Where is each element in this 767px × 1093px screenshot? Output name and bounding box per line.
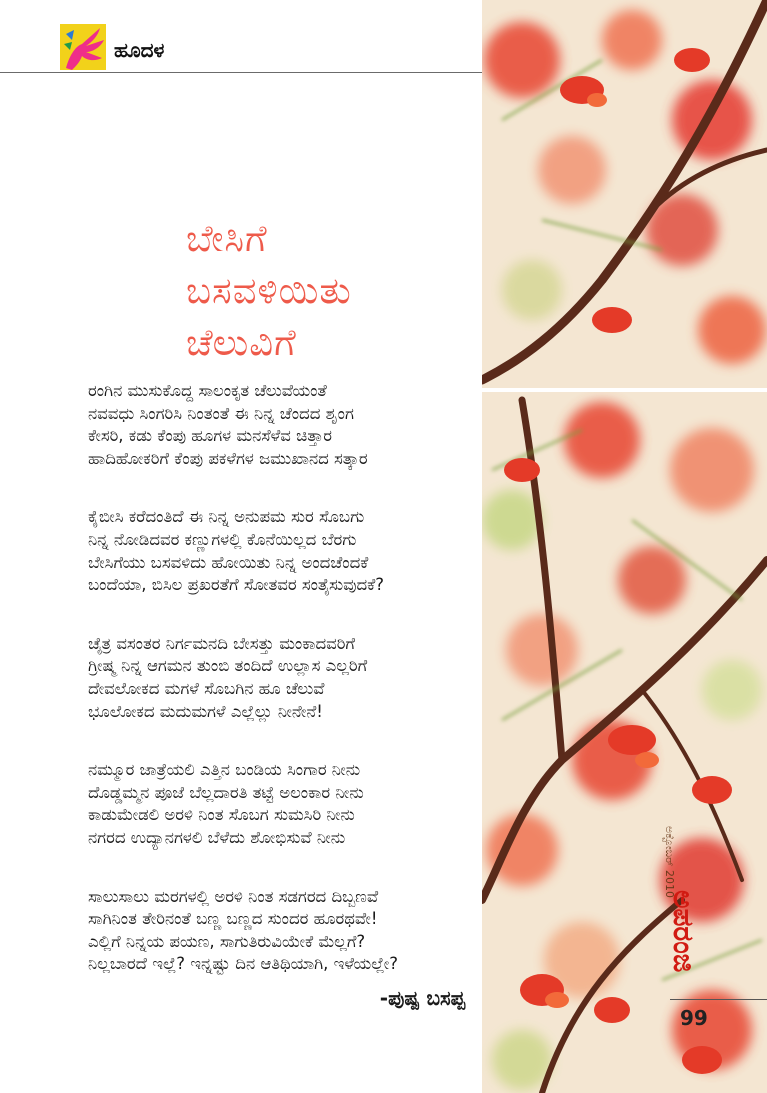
photo-divider	[482, 388, 767, 392]
poem-line: ನಗರದ ಉದ್ಯಾನಗಳಲಿ ಬೆಳೆದು ಶೋಭಿಸುವೆ ನೀನು	[88, 827, 346, 847]
page-number: 99	[680, 1006, 708, 1030]
poem-line: ಕಾಡುಮೇಡಲಿ ಅರಳಿ ನಿಂತ ಸೊಬಗ ಸುಮಸಿರಿ ನೀನು	[88, 805, 355, 825]
title-line: ಬೇಸಿಗೆ	[186, 217, 268, 260]
stanza	[88, 633, 478, 723]
poem-line: ಎಲ್ಲಿಗೆ ನಿನ್ನಯ ಪಯಣ, ಸಾಗುತಿರುವಿಯೇಕೆ ಮೆಲ್ಲಗೆ?	[88, 931, 366, 951]
poem-line: ಭೂಲೋಕದ ಮದುಮಗಳೆ ಎಲ್ಲೆಲ್ಲು ನೀನೇನೆ!	[88, 701, 323, 721]
gulmohar-flowers-image	[482, 0, 767, 1093]
page-number-rule	[670, 999, 767, 1000]
stanza	[88, 380, 478, 470]
section-name: ಹೂದಳ	[114, 38, 165, 62]
flower-photo	[482, 0, 767, 1093]
poem-body	[88, 380, 478, 1012]
poem-title	[186, 213, 476, 369]
poem-line: ಸಾಗಿನಿಂತ ತೇರಿನಂತೆ ಬಣ್ಣ ಬಣ್ಣದ ಸುಂದರ ಹೂರಥವೇ!	[88, 909, 378, 929]
poem-line: ದೊಡ್ಡಮ್ಮನ ಪೂಜೆ ಬೆಲ್ಲದಾರತಿ ತಟ್ಟೆ ಅಲಂಕಾರ ನೀನು	[88, 782, 364, 802]
poem-line: ದೇವಲೋಕದ ಮಗಳೆ ಸೊಬಗಿನ ಹೂ ಚೆಲುವೆ	[88, 678, 325, 698]
poem-author: -ಪುಷ್ಪ ಬಸಪ್ಪ	[379, 986, 465, 1010]
title-line: ಬಸವಳಿಯಿತು	[186, 269, 352, 312]
magazine-name: ಅಪರಂಜಿ	[667, 890, 700, 973]
magazine-logo	[60, 24, 106, 70]
poem-line: ನಮ್ಮೂರ ಜಾತ್ರೆಯಲಿ ಎತ್ತಿನ ಬಂಡಿಯ ಸಿಂಗಾರ ನೀನು	[88, 760, 361, 780]
poem-line: ನವವಧು ಸಿಂಗರಿಸಿ ನಿಂತಂತೆ ಈ ನಿನ್ನ ಚೆಂದದ ಶೃಂಗ	[88, 403, 354, 423]
poem-line: ಚೈತ್ರ ವಸಂತರ ನಿರ್ಗಮನದಿ ಬೇಸತ್ತು ಮಂಕಾದವರಿಗೆ	[88, 633, 356, 653]
stanza	[88, 886, 478, 976]
poem-line: ನಿಲ್ಲಬಾರದೆ ಇಲ್ಲೆ? ಇನ್ನಷ್ಟು ದಿನ ಆತಿಥಿಯಾಗಿ, ಇಳೆಯಲ್ಲೇ?	[88, 954, 398, 974]
poem-line: ಬೇಸಿಗೆಯು ಬಸವಳಿದು ಹೋಯಿತು ನಿನ್ನ ಅಂದಚೆಂದಕೆ	[88, 552, 369, 572]
poem-line: ಸಾಲುಸಾಲು ಮರಗಳಲ್ಲಿ ಅರಳಿ ನಿಂತ ಸಡಗರದ ದಿಬ್ಬಣವೆ	[88, 886, 379, 906]
stanza	[88, 506, 478, 596]
poem-line: ಕೈಬೀಸಿ ಕರೆದಂತಿದೆ ಈ ನಿನ್ನ ಅನುಪಮ ಸುರ ಸೊಬಗು	[88, 507, 365, 527]
issue-date: ಅಕ್ಟೋಬರ್ 2010	[663, 826, 676, 898]
poem-line: ಬಂದೆಯಾ, ಬಿಸಿಲ ಪ್ರಖರತೆಗೆ ಸೋತವರ ಸಂತೈಸುವುದಕೆ?	[88, 575, 385, 595]
title-line: ಚೆಲುವಿಗೆ	[186, 321, 297, 364]
stanza	[88, 759, 478, 849]
poem-line: ಗ್ರೀಷ್ಮ ನಿನ್ನ ಆಗಮನ ತುಂಬಿ ತಂದಿದೆ ಉಲ್ಲಾಸ ಎಲ್ಲರಿಗೆ	[88, 656, 368, 676]
poem-line: ಕೇಸರಿ, ಕಡು ಕೆಂಪು ಹೂಗಳ ಮನಸೆಳೆವ ಚಿತ್ತಾರ	[88, 426, 332, 446]
header-divider	[0, 72, 482, 73]
poem-line: ನಿನ್ನ ನೋಡಿದವರ ಕಣ್ಣುಗಳಲ್ಲಿ ಕೊನೆಯಿಲ್ಲದ ಬೆರಗು	[88, 529, 357, 549]
poem-line: ಹಾದಿಹೋಕರಿಗೆ ಕೆಂಪು ಪಕಳೆಗಳ ಜಮುಖಾನದ ಸತ್ಕಾರ	[88, 448, 368, 468]
poem-line: ರಂಗಿನ ಮುಸುಕೊದ್ದ ಸಾಲಂಕೃತ ಚೆಲುವೆಯಂತೆ	[88, 381, 327, 400]
hand-flower-logo-icon	[60, 24, 106, 70]
